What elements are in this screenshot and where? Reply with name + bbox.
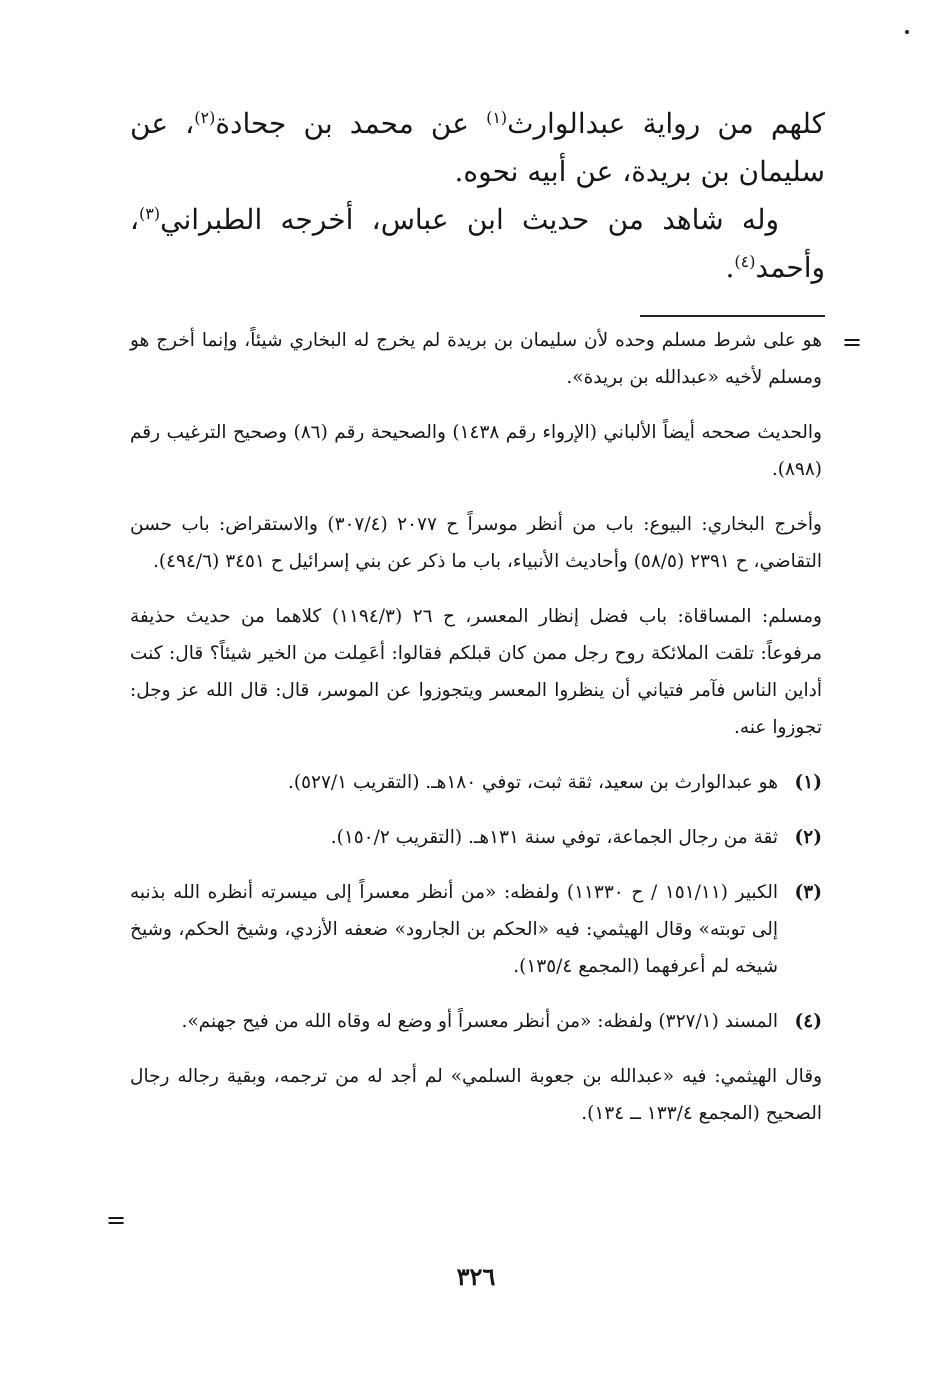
main-text (130, 100, 825, 292)
page-speck (905, 30, 909, 34)
footnote-ref-3[interactable]: (٣) (139, 204, 161, 223)
footnote-4 (130, 1003, 822, 1040)
footnote-4-continuation: وقال الهيثمي: فيه «عبدالله بن جعوبة السلمي» لم أجد له من ترجمه، وبقية رجاله رجال الصحيح (المجمع ١٣٣/٤ ــ ١٣٤). (130, 1066, 822, 1124)
note-continuation-3: وأخرج البخاري: البيوع: باب من أنظر موسراً ح ٢٠٧٧ (٣٠٧/٤) والاستقراض: باب حسن التقاضي، ح ٢٣٩١ (٥٨/٥) وأحاديث الأنبياء، باب ما ذكر عن بني إسرائيل ح ٣٤٥١ (٤٩٤/٦). (130, 514, 822, 572)
footnote-text: المسند (٣٢٧/١) ولفظه: «من أنظر معسراً أو وضع له وقاه الله من فيح جهنم». (181, 1011, 778, 1032)
note-continuation-4: ومسلم: المساقاة: باب فضل إنظار المعسر، ح ٢٦ (١١٩٤/٣) كلاهما من حديث حذيفة مرفوعاً: تلقت الملائكة روح رجل ممن كان قبلكم فقالوا: أعَمِلت من الخير شيئاً؟ قال: كنت أداين الناس فآمر فتياني أن ينظروا المعسر ويتجوزوا عن الموسر، قال: قال الله عز وجل: تجوزوا عنه. (130, 606, 822, 738)
footnote-text: الكبير (١٥١/١١ / ح ١١٣٣٠) ولفظه: «من أنظر معسراً إلى ميسرته أنظره الله بذنبه إلى توبته» وقال الهيثمي: فيه «الحكم بن الجارود» ضعفه الأزدي، وشيخ الحكم، وشيخ شيخه لم أعرفهما (المجمع ١٣٥/٤). (130, 882, 778, 977)
footnote-number: (٢) (794, 827, 822, 848)
footnote-ref-1[interactable]: (١) (486, 108, 508, 127)
footnote-ref-4[interactable]: (٤) (734, 252, 756, 271)
footnote-3 (130, 874, 822, 985)
footnote-text: هو عبدالوارث بن سعيد، ثقة ثبت، توفي ١٨٠هـ. (التقريب ٥٢٧/١). (287, 772, 778, 793)
continuation-mark: = (842, 328, 863, 356)
note-continuation-1: هو على شرط مسلم وحده لأن سليمان بن بريدة لم يخرج له البخاري شيئاً، وإنما أخرج هو ومسلم لأخيه «عبدالله بن بريدة». (130, 330, 822, 388)
footnotes (130, 322, 822, 1150)
footnote-1 (130, 764, 822, 801)
page-number: ٣٢٦ (456, 1262, 496, 1291)
footnote-text: ثقة من رجال الجماعة، توفي سنة ١٣١هـ. (التقريب ١٥٠/٢). (330, 827, 778, 848)
main-paragraph-2: وله شاهد من حديث ابن عباس، أخرجه الطبراني$^{(٣)}$، وأحمد$^{(٤)}$. (130, 203, 825, 284)
footnote-2 (130, 819, 822, 856)
footnote-separator (640, 315, 825, 317)
footnote-number: (٤) (794, 1011, 822, 1032)
note-continuation-2: والحديث صححه أيضاً الألباني (الإرواء رقم ١٤٣٨) والصحيحة رقم (٨٦) وصحيح الترغيب رقم (٨٩٨). (130, 422, 822, 480)
footnote-number: (٣) (794, 882, 822, 903)
footnote-number: (١) (794, 772, 822, 793)
footnote-ref-2[interactable]: (٢) (194, 108, 216, 127)
main-paragraph-1: كلهم من رواية عبدالوارث$^{(١)}$ عن محمد بن جحادة$^{(٢)}$، عن سليمان بن بريدة، عن أبيه نحوه. (130, 107, 825, 188)
continued-next-page-mark: = (106, 1206, 127, 1234)
